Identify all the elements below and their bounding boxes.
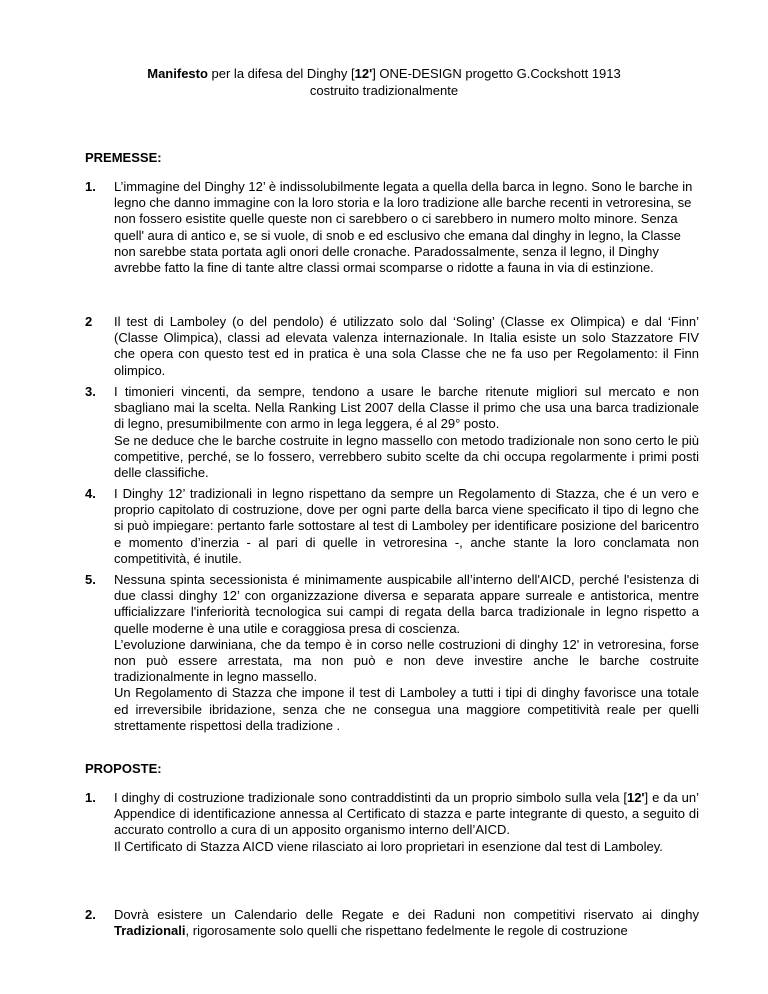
item-text: I timonieri vincenti, da sempre, tendono a usare le barche ritenute migliori sul mercato e non sbagliano mai la scelta. Nella Ranking List 2007 della Classe il primo che usa una barca tradizionale di legno, presumibilmente con armo in lega leggera, é al 29° posto. Se ne deduce che le barche costruite in legno massello con metodo tradizionale non sono certo le più competitive, perché, se lo fossero, verrebbero subito scelte da chi occupa regolarmente i primi posti delle classifiche. <box>114 384 699 481</box>
item-text: Il test di Lamboley (o del pendolo) é utilizzato solo dal ‘Soling’ (Classe ex Olimpica) e dal ‘Finn’ (Classe Olimpica), classi ad elevata valenza internazionale. In Italia esiste un solo Stazzatore FIV che opera con questo test ed in pratica è una sola Classe che ne fa uso per Regolamento: il Finn olimpico. <box>114 314 699 378</box>
item-number: 4. <box>85 486 96 501</box>
title-line-2: costruito tradizionalmente <box>309 82 459 98</box>
item-number: 3. <box>85 384 96 399</box>
item-text: Nessuna spinta secessionista é minimamente auspicabile all’interno dell'AICD, perché l'esistenza di due classi dinghy 12’ con organizzazione diversa e separata appare surreale e antistorica, mentre ufficializzare l'inferiorità tecnologica sui campi di regata della barca tradizionale in legno rispetto a quelle moderne è una utile e coraggiosa presa di coscienza. L’evoluzione darwiniana, che da tempo è in corso nelle costruzioni di dinghy 12' in vetroresina, forse non può essere arrestata, ma non può e non deve investire anche le barche costruite tradizionalmente in legno massello. Un Regolamento di Stazza che impone il test di Lamboley a tutti i tipi di dinghy favorisce una totale ed irreversibile ibridazione, senza che ne consegua una maggiore competitività reale per quelli strettamente rispettosi della tradizione . <box>114 572 699 733</box>
proposte-heading: PROPOSTE: <box>85 761 162 776</box>
item-text: Dovrà esistere un Calendario delle Regate e dei Raduni non competitivi riservato ai dinghy Tradizionali, rigorosamente solo quelli che rispettano fedelmente le regole di costruzione <box>114 907 699 939</box>
document-title <box>60 66 708 99</box>
item-number: 2 <box>85 314 93 329</box>
premesse-heading: PREMESSE: <box>85 150 162 165</box>
item-text: I Dinghy 12’ tradizionali in legno rispettano da sempre un Regolamento di Stazza, che é un vero e proprio capitolato di costruzione, dove per ogni parte della barca viene specificato il tipo di legno che si può impiegare: pertanto farle sottostare al test di Lamboley per identificare posizione del baricentro e momento d’inerzia - al pari di quelle in vetroresina -, anche stante la loro conclamata non competitività, é inutile. <box>114 486 699 566</box>
item-text: I dinghy di costruzione tradizionale sono contraddistinti da un proprio simbolo sulla vela [12'] e da un’ Appendice di identificazione annessa al Certificato di stazza e parte integrante di questo, a seguito di accurato controllo a cura di un apposito organismo interno dell’AICD. Il Certificato di Stazza AICD viene rilasciato ai loro proprietari in esenzione dal test di Lamboley. <box>114 790 699 854</box>
item-number: 2. <box>85 907 96 922</box>
title-line-1: Manifesto per la difesa del Dinghy [12'] ONE-DESIGN progetto G.Cockshott 1913 <box>147 66 621 81</box>
item-number: 1. <box>85 179 96 194</box>
item-text: L’immagine del Dinghy 12’ è indissolubilmente legata a quella della barca in legno. Sono le barche in legno che danno immagine con la loro storia e la loro tradizione alle barche recenti in vetroresina, se non fossero esistite quelle queste non ci sarebbero o ci sarebbero in numero molto minore. Senza quell' aura di antico e, se si vuole, di snob e ed esclusivo che emana dal dinghy in legno, la Classe non sarebbe stata portata agli onori delle cronache. Paradossalmente, senza il legno, il Dinghy avrebbe fatto la fine di tante altre classi ormai scomparse o ridotte a fauna in via di estinzione. <box>114 179 693 276</box>
item-number: 1. <box>85 790 96 805</box>
item-number: 5. <box>85 572 96 587</box>
